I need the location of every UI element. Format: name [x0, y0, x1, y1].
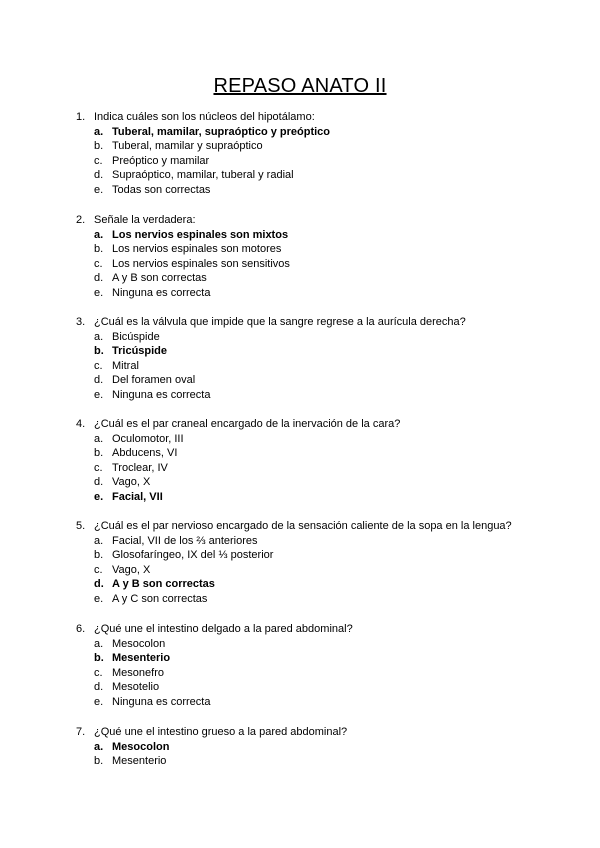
- question-number: 3.: [76, 316, 86, 328]
- option-letter: c.: [94, 257, 103, 270]
- question-7: [76, 725, 576, 769]
- option-letter: d.: [94, 476, 104, 489]
- option-text: Mesocolon: [112, 637, 166, 650]
- option-text: Vago, X: [112, 563, 151, 576]
- question-2: [76, 213, 576, 301]
- option-text: Mesonefro: [112, 666, 164, 679]
- option: [76, 154, 576, 169]
- option-letter: d.: [94, 681, 104, 694]
- option-list: [76, 125, 576, 198]
- option-letter: d.: [94, 578, 104, 591]
- option-letter: a.: [94, 740, 104, 753]
- option-letter: b.: [94, 140, 104, 153]
- option-text: Mitral: [112, 359, 139, 372]
- option-letter: e.: [94, 490, 104, 503]
- option-text: Del foramen oval: [112, 374, 196, 387]
- option-text: Ninguna es correcta: [112, 286, 211, 299]
- option: [76, 373, 576, 388]
- option-text: Troclear, IV: [112, 461, 168, 474]
- option: [76, 680, 576, 695]
- option: [76, 168, 576, 183]
- option-letter: d.: [94, 169, 104, 182]
- option-letter: a.: [94, 534, 104, 547]
- page-title: REPASO ANATO II: [213, 75, 387, 97]
- question-4: [76, 417, 576, 505]
- option-letter: c.: [94, 154, 103, 167]
- question-text: ¿Cuál es el par craneal encargado de la inervación de la cara?: [94, 418, 401, 430]
- option-list: [76, 228, 576, 301]
- option-letter: b.: [94, 652, 104, 665]
- option: [76, 257, 576, 272]
- question-text: ¿Qué une el intestino grueso a la pared abdominal?: [94, 726, 348, 738]
- option: [76, 475, 576, 490]
- option: [76, 695, 576, 710]
- question-text: Señale la verdadera:: [94, 214, 196, 226]
- option-correct: [76, 228, 576, 243]
- question-stem: [76, 110, 576, 125]
- question-text: ¿Qué une el intestino delgado a la pared abdominal?: [94, 623, 353, 635]
- option-text: Tuberal, mamilar y supraóptico: [112, 140, 263, 153]
- question-stem: [76, 725, 576, 740]
- question-5: [76, 519, 576, 607]
- option-text: A y B son correctas: [112, 272, 207, 285]
- option: [76, 754, 576, 769]
- question-1: [76, 110, 576, 198]
- option-letter: b.: [94, 447, 104, 460]
- option-letter: c.: [94, 359, 103, 372]
- option: [76, 183, 576, 198]
- option: [76, 461, 576, 476]
- question-number: 7.: [76, 726, 86, 738]
- question-3: [76, 315, 576, 403]
- option-text: Mesocolon: [112, 740, 170, 753]
- question-number: 1.: [76, 111, 86, 123]
- question-text: Indica cuáles son los núcleos del hipotálamo:: [94, 111, 315, 123]
- option-correct: [76, 125, 576, 140]
- option-letter: a.: [94, 330, 104, 343]
- option-list: [76, 637, 576, 710]
- option-text: Supraóptico, mamilar, tuberal y radial: [112, 169, 294, 182]
- option-letter: e.: [94, 388, 104, 401]
- option-correct: [76, 490, 576, 505]
- question-number: 2.: [76, 214, 86, 226]
- option-text: Mesenterio: [112, 755, 167, 768]
- option-text: Mesenterio: [112, 652, 171, 665]
- option: [76, 666, 576, 681]
- question-number: 6.: [76, 623, 86, 635]
- question-number: 4.: [76, 418, 86, 430]
- option-text: Los nervios espinales son sensitivos: [112, 257, 290, 270]
- option: [76, 534, 576, 549]
- option-text: Vago, X: [112, 476, 151, 489]
- question-stem: [76, 417, 576, 432]
- option-letter: b.: [94, 755, 104, 768]
- option-text: Abducens, VI: [112, 447, 178, 460]
- option-letter: c.: [94, 563, 103, 576]
- option-text: Tuberal, mamilar, supraóptico y preóptico: [112, 125, 331, 138]
- option: [76, 139, 576, 154]
- option: [76, 548, 576, 563]
- option-text: Los nervios espinales son motores: [112, 243, 282, 256]
- option-correct: [76, 651, 576, 666]
- option-letter: c.: [94, 461, 103, 474]
- option-letter: b.: [94, 243, 104, 256]
- option-letter: b.: [94, 345, 104, 358]
- question-text: ¿Cuál es la válvula que impide que la sangre regrese a la aurícula derecha?: [94, 316, 466, 328]
- option-letter: c.: [94, 666, 103, 679]
- option-list: [76, 740, 576, 769]
- option: [76, 637, 576, 652]
- option-letter: a.: [94, 637, 104, 650]
- question-6: [76, 622, 576, 710]
- question-text: ¿Cuál es el par nervioso encargado de la sensación caliente de la sopa en la lengua?: [94, 520, 512, 532]
- option: [76, 446, 576, 461]
- option-text: Ninguna es correcta: [112, 695, 211, 708]
- option-text: Ninguna es correcta: [112, 388, 211, 401]
- option: [76, 359, 576, 374]
- option-text: Facial, VII de los ⅔ anteriores: [112, 534, 258, 547]
- option-correct: [76, 344, 576, 359]
- option-letter: b.: [94, 549, 104, 562]
- question-stem: [76, 519, 576, 534]
- question-stem: [76, 622, 576, 637]
- option-correct: [76, 577, 576, 592]
- option: [76, 286, 576, 301]
- option-text: Preóptico y mamilar: [112, 154, 210, 167]
- option-text: A y C son correctas: [112, 592, 208, 605]
- option: [76, 563, 576, 578]
- option: [76, 271, 576, 286]
- option-text: A y B son correctas: [112, 578, 215, 591]
- option-text: Mesotelio: [112, 681, 160, 694]
- option-list: [76, 534, 576, 607]
- option: [76, 388, 576, 403]
- option-letter: e.: [94, 695, 104, 708]
- question-stem: [76, 213, 576, 228]
- question-stem: [76, 315, 576, 330]
- option: [76, 242, 576, 257]
- option-list: [76, 432, 576, 505]
- option-letter: a.: [94, 125, 104, 138]
- option-text: Bicúspide: [112, 330, 160, 343]
- option: [76, 432, 576, 447]
- option: [76, 592, 576, 607]
- option-list: [76, 330, 576, 403]
- option-letter: e.: [94, 286, 104, 299]
- option-letter: d.: [94, 272, 104, 285]
- option-letter: e.: [94, 183, 104, 196]
- option-text: Todas son correctas: [112, 183, 211, 196]
- option-letter: d.: [94, 374, 104, 387]
- option-text: Oculomotor, III: [112, 432, 184, 445]
- option-letter: a.: [94, 228, 104, 241]
- option-text: Tricúspide: [112, 345, 168, 358]
- option-text: Los nervios espinales son mixtos: [112, 228, 289, 241]
- option-letter: a.: [94, 432, 104, 445]
- option-text: Facial, VII: [112, 490, 163, 503]
- option: [76, 330, 576, 345]
- option-correct: [76, 740, 576, 755]
- option-text: Glosofaríngeo, IX del ⅓ posterior: [112, 549, 274, 562]
- question-number: 5.: [76, 520, 86, 532]
- option-letter: e.: [94, 592, 104, 605]
